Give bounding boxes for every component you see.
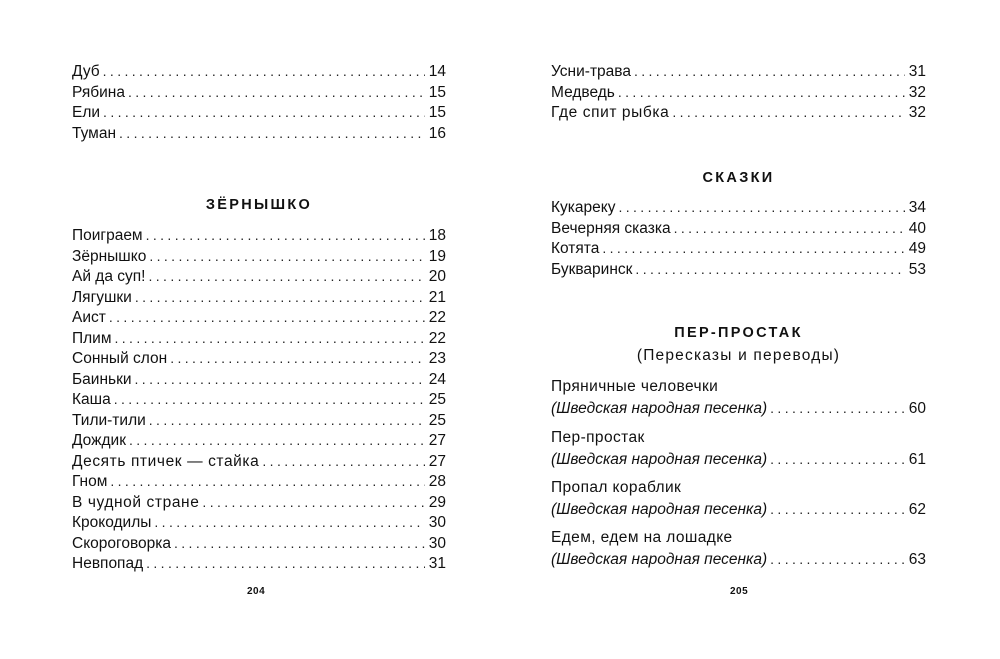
toc-entry-page: 31	[908, 63, 926, 80]
toc-entry-title: Туман	[72, 124, 117, 142]
section-title-zernyshko: ЗЁРНЫШКО	[205, 197, 313, 213]
toc-entry-page: 25	[428, 391, 446, 408]
page-number-right: 205	[730, 586, 749, 597]
toc-entry-title: Дождик	[72, 432, 126, 449]
toc-entry-page: 15	[428, 83, 446, 101]
toc-entry-title: Дуб	[72, 63, 100, 80]
toc-entry-title: Ай да суп!	[72, 268, 146, 285]
toc-entry-page: 15	[428, 104, 446, 121]
toc-entry-title: Гном	[72, 473, 108, 490]
toc-entry-page: 62	[908, 500, 926, 518]
leader-dots	[618, 82, 905, 103]
toc-entry-title: Вечерняя сказка	[551, 219, 671, 237]
toc-entry-title: Букваринск	[551, 260, 633, 278]
toc-entry-page: 31	[428, 555, 446, 572]
toc-entry-page: 30	[428, 514, 446, 531]
toc-entry-page: 18	[428, 227, 446, 244]
toc-entry-title: Тили-тили	[72, 411, 146, 429]
toc-entry-page: 63	[908, 550, 926, 568]
toc-entry-title: Усни-трава	[551, 63, 631, 80]
toc-entry-page: 23	[428, 350, 446, 367]
toc-entry-page: 27	[428, 432, 446, 449]
section-title-per-prostak: ПЕР-ПРОСТАК	[674, 325, 803, 341]
leader-dots	[635, 259, 904, 280]
leader-dots	[770, 549, 905, 570]
toc-entry-title: Скороговорка	[72, 534, 171, 552]
toc-entry-title: Лягушки	[72, 288, 132, 306]
toc-entry-page: 34	[908, 199, 926, 216]
toc-entry-page: 21	[428, 288, 446, 306]
leader-dots	[634, 61, 905, 82]
toc-multi-entry[interactable]	[551, 377, 926, 418]
section-subtitle: (Пересказы и переводы)	[636, 347, 841, 364]
leader-dots	[770, 398, 905, 419]
toc-entry-page: 16	[428, 124, 446, 142]
toc-entry[interactable]	[551, 102, 926, 123]
toc-entry-page: 19	[428, 247, 446, 265]
toc-entry-source: (Шведская народная песенка)	[551, 550, 768, 568]
toc-entry-source: (Шведская народная песенка)	[551, 500, 768, 518]
toc-entry-title: Рябина	[72, 83, 125, 101]
toc-entry-title: Кукареку	[551, 199, 616, 216]
toc-entry-title: Едем, едем на лошадке	[551, 529, 733, 546]
toc-entry-title: Плим	[72, 329, 112, 347]
toc-entry[interactable]	[551, 238, 926, 259]
toc-entry-page: 32	[908, 104, 926, 121]
toc-entry-page: 30	[428, 534, 446, 552]
leader-dots	[602, 238, 904, 259]
toc-entry-source: (Шведская народная песенка)	[551, 450, 768, 468]
toc-entry-page: 29	[428, 493, 446, 511]
toc-entry-title: Баиньки	[72, 370, 132, 388]
toc-entry-page: 61	[908, 450, 926, 468]
page-number-left: 204	[247, 586, 266, 597]
toc-entry-page: 60	[908, 399, 926, 417]
toc-entry-page: 22	[428, 309, 446, 326]
toc-entry-title: В чудной стране	[72, 493, 200, 511]
toc-list-top-right	[551, 61, 926, 123]
toc-entry-page: 49	[908, 240, 926, 257]
toc-entry-title: Медведь	[551, 83, 615, 101]
toc-entry-title: Десять птичек — стайка	[72, 452, 260, 470]
leader-dots	[618, 197, 904, 218]
toc-entry-title: Сонный слон	[72, 350, 168, 367]
toc-entry-title: Поиграем	[72, 227, 143, 244]
leader-dots	[770, 499, 905, 520]
toc-entry-title: Пропал кораблик	[551, 479, 682, 496]
toc-entry-page: 27	[428, 452, 446, 470]
toc-entry-page: 32	[908, 83, 926, 101]
toc-entry-page: 22	[428, 329, 446, 347]
toc-entry-page: 24	[428, 370, 446, 388]
toc-entry[interactable]	[551, 197, 926, 218]
toc-entry-page: 53	[908, 260, 926, 278]
leader-dots	[672, 102, 904, 123]
toc-entry[interactable]	[551, 61, 926, 82]
toc-list-skazki	[551, 197, 926, 279]
toc-entry-title: Где спит рыбка	[551, 104, 670, 121]
toc-entry-page: 28	[428, 473, 446, 490]
toc-entry[interactable]	[551, 82, 926, 103]
toc-entry-title: Крокодилы	[72, 514, 152, 531]
toc-entry-title: Пер-простак	[551, 429, 645, 446]
toc-multi-entry[interactable]	[551, 428, 926, 469]
toc-entry-title: Каша	[72, 391, 111, 408]
toc-entry-page: 14	[428, 63, 446, 80]
toc-entry-page: 20	[428, 268, 446, 285]
toc-entry-page: 25	[428, 411, 446, 429]
toc-entry-title: Аист	[72, 309, 106, 326]
toc-entry[interactable]	[551, 259, 926, 280]
leader-dots	[674, 218, 905, 239]
toc-entry-title: Зёрнышко	[72, 247, 147, 265]
section-title-skazki: СКАЗКИ	[702, 170, 775, 186]
toc-multi-entry[interactable]	[551, 528, 926, 569]
toc-entry-title: Котята	[551, 240, 600, 257]
toc-entry-page: 40	[908, 219, 926, 237]
toc-entry[interactable]	[551, 218, 926, 239]
toc-entry-title: Ели	[72, 104, 101, 121]
toc-entry-source: (Шведская народная песенка)	[551, 399, 768, 417]
leader-dots	[770, 449, 905, 470]
toc-entry-title: Невпопад	[72, 555, 144, 572]
toc-entry-title: Пряничные человечки	[551, 378, 719, 395]
toc-multi-entry[interactable]	[551, 478, 926, 519]
